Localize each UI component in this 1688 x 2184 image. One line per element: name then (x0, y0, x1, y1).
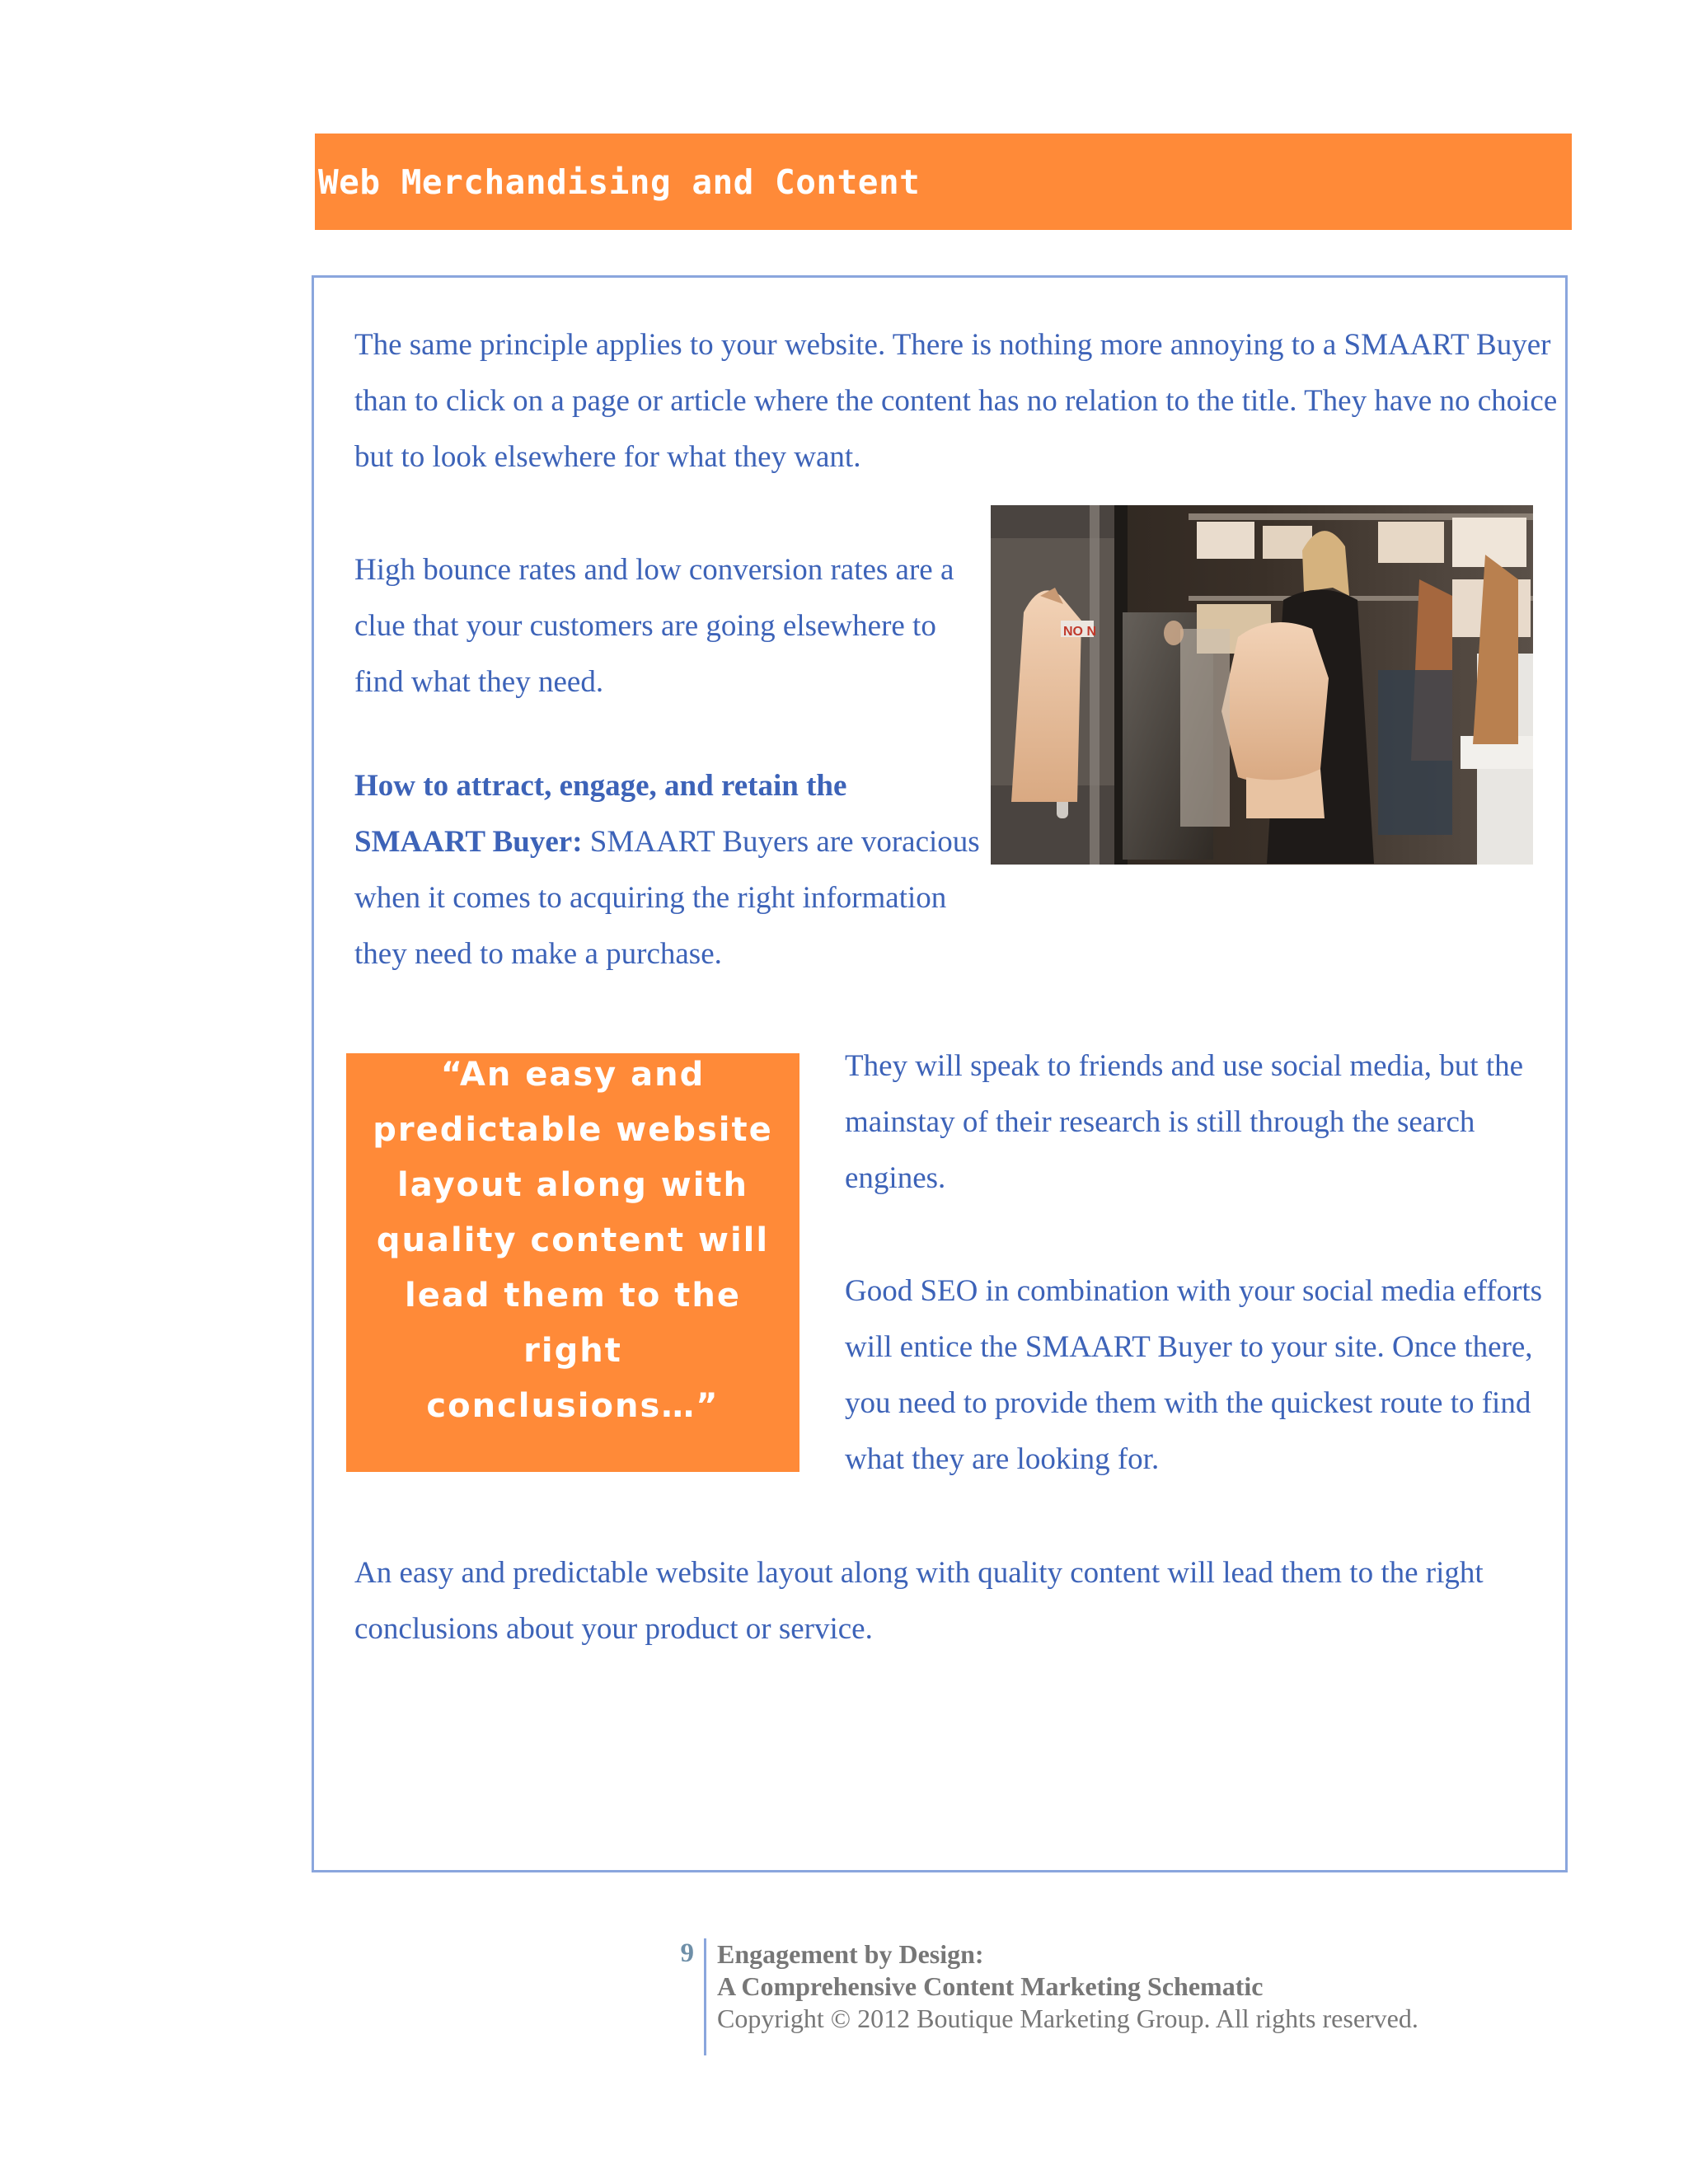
footer-divider (704, 1938, 706, 2055)
section-title: Web Merchandising and Content (318, 162, 921, 202)
paragraph-social-media: They will speak to friends and use social media, but the mainstay of their research is still through the search engines. (845, 1049, 1524, 1195)
paragraph-conclusion: An easy and predictable website layout along with quality content will lead them to the right conclusions about your product or service. (354, 1556, 1484, 1646)
paragraph-lead-in: How to attract, engage, and retain the SMAART Buyer: (354, 769, 847, 859)
footer-text-block (717, 1938, 1492, 2035)
boutique-shopper-photo (991, 505, 1533, 865)
photo-sign-text: NO N (1063, 625, 1096, 639)
footer-book-title: Engagement by Design: (717, 1939, 984, 1969)
page-number: 9 (680, 1938, 694, 1968)
paragraph-seo: Good SEO in combination with your social media efforts will entice the SMAART Buyer to your site. Once there, you need to provide them with the quickest route to find what they are looking for. (845, 1274, 1543, 1476)
footer-book-subtitle: A Comprehensive Content Marketing Schematic (717, 1971, 1264, 2001)
pull-quote-text: “An easy and predictable website layout along with quality content will lead them to the right conclusions…” (373, 1055, 773, 1425)
paragraph-bounce-rates: High bounce rates and low conversion rates are a clue that your customers are going elsewhere to find what they need. (354, 553, 954, 699)
page-footer (659, 1938, 1484, 2055)
pull-quote-box (346, 1053, 799, 1472)
section-header-band (315, 134, 1572, 230)
paragraph-intro: The same principle applies to your website. There is nothing more annoying to a SMAART Buyer than to click on a page or article where the content has no relation to the title. They have no choice but to look elsewhere for what they want. (354, 328, 1558, 474)
paragraph-attract-engage (354, 758, 981, 982)
footer-copyright: Copyright © 2012 Boutique Marketing Group. All rights reserved. (717, 2004, 1418, 2033)
paragraph-attract-body: SMAART Buyers are voracious when it comes to acquiring the right information they need to make a purchase. (354, 825, 980, 971)
